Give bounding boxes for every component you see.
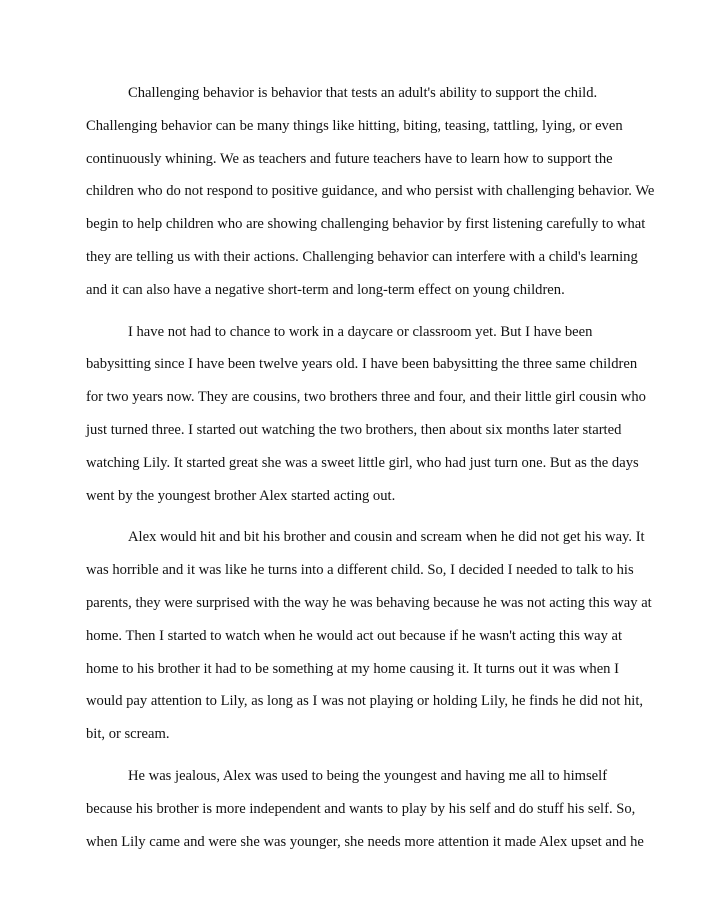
paragraph-3 [86,524,652,754]
paragraph-line: for two years now. They are cousins, two brothers three and four, and their little girl cousin who [86,389,646,406]
paragraph-line: watching Lily. It started great she was a sweet little girl, who had just turn one. But as the days [86,454,639,471]
paragraph-line: babysitting since I have been twelve years old. I have been babysitting the three same children [86,356,638,373]
paragraph-4 [86,763,644,861]
paragraph-line: was horrible and it was like he turns into a different child. So, I decided I needed to talk to his [86,562,634,579]
paragraph-line: they are telling us with their actions. Challenging behavior can interfere with a child's learning [86,248,638,265]
paragraph-line: bit, or scream. [86,726,170,743]
paragraph-line: parents, they were surprised with the way he was behaving because he was not acting this way at [86,594,652,611]
paragraph-line: He was jealous, Alex was used to being the youngest and having me all to himself [128,767,608,784]
paragraph-line: home to his brother it had to be something at my home causing it. It turns out it was when I [86,660,619,677]
paragraph-line: Challenging behavior can be many things like hitting, biting, teasing, tattling, lying, or even [86,117,623,134]
paragraph-line: children who do not respond to positive guidance, and who persist with challenging behavior. We [86,183,655,200]
paragraph-line: because his brother is more independent and wants to play by his self and do stuff his self. So, [86,800,636,817]
paragraph-line: just turned three. I started out watching the two brothers, then about six months later started [86,421,622,438]
document-body [86,80,655,870]
paragraph-line: went by the youngest brother Alex started acting out. [86,487,396,504]
paragraph-line: home. Then I started to watch when he would act out because if he wasn't acting this way at [86,627,623,644]
paragraph-2 [86,319,646,516]
paragraph-line: I have not had to chance to work in a daycare or classroom yet. But I have been [128,323,593,340]
paragraph-line: would pay attention to Lily, as long as I was not playing or holding Lily, he finds he did not hit, [86,693,644,710]
paragraph-1 [86,80,655,310]
paragraph-line: continuously whining. We as teachers and future teachers have to learn how to support the [86,150,613,167]
paragraph-line: begin to help children who are showing challenging behavior by first listening carefully to what [86,216,646,233]
paragraph-line: Alex would hit and bit his brother and cousin and scream when he did not get his way. It [128,529,645,546]
paragraph-line: Challenging behavior is behavior that tests an adult's ability to support the child. [128,85,598,101]
paragraph-line: and it can also have a negative short-term and long-term effect on young children. [86,281,565,298]
paragraph-line: when Lily came and were she was younger, she needs more attention it made Alex upset and he [86,833,644,850]
